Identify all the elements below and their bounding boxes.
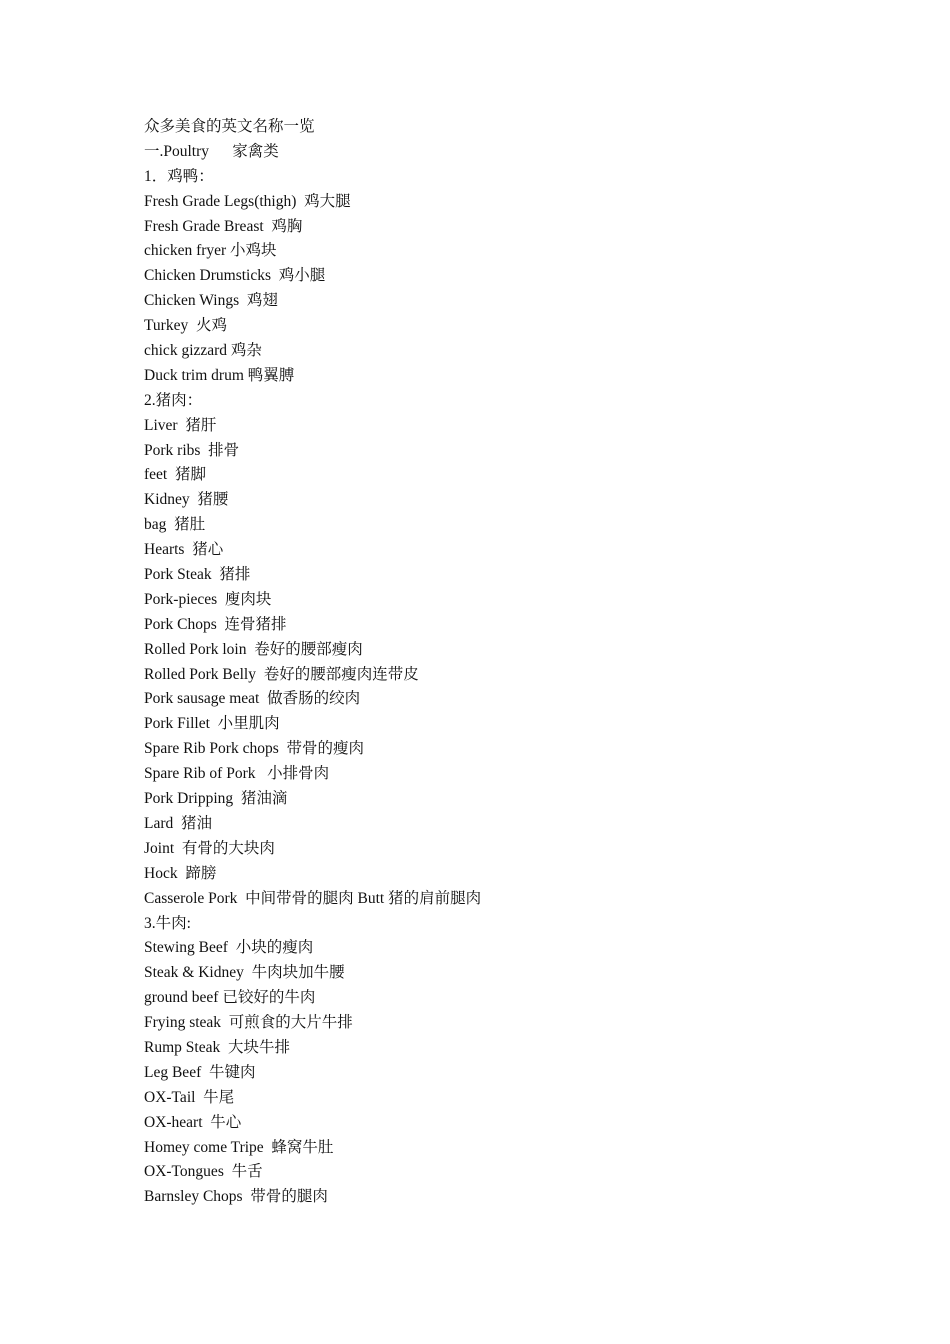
- list-item: Duck trim drum 鸭翼膊: [144, 366, 295, 384]
- list-item: Fresh Grade Legs(thigh) 鸡大腿: [144, 192, 351, 210]
- list-item: Hearts 猪心: [144, 541, 224, 559]
- list-item: Rolled Pork Belly 卷好的腰部瘦肉连带皮: [144, 665, 419, 683]
- list-item: feet 猪脚: [144, 466, 206, 484]
- list-item: Spare Rib Pork chops 带骨的瘦肉: [144, 740, 365, 758]
- list-item: Chicken Drumsticks 鸡小腿: [144, 267, 326, 285]
- list-item: chick gizzard 鸡杂: [144, 342, 262, 360]
- list-item: OX-Tail 牛尾: [144, 1088, 235, 1106]
- list-item: Lard 猪油: [144, 814, 213, 832]
- list-item: Joint 有骨的大块肉: [144, 839, 275, 857]
- document-title: 众多美食的英文名称一览: [144, 118, 315, 135]
- section-heading-poultry: 一.Poultry 家禽类: [144, 142, 279, 160]
- list-item: Pork Steak 猪排: [144, 566, 251, 584]
- list-item: Pork-pieces 廋肉块: [144, 590, 272, 608]
- list-item: Hock 蹄膀: [144, 864, 217, 882]
- list-item: Pork sausage meat 做香肠的绞肉: [144, 690, 361, 708]
- list-item: Fresh Grade Breast 鸡胸: [144, 217, 303, 235]
- list-item: Pork Chops 连骨猪排: [144, 615, 287, 633]
- list-item: OX-Tongues 牛舌: [144, 1163, 263, 1181]
- list-item: Leg Beef 牛键肉: [144, 1063, 256, 1081]
- list-item: Pork ribs 排骨: [144, 441, 240, 459]
- list-item: Barnsley Chops 带骨的腿肉: [144, 1188, 328, 1206]
- list-item: Liver 猪肝: [144, 416, 217, 434]
- list-item: Chicken Wings 鸡翅: [144, 292, 278, 310]
- list-item: Pork Dripping 猪油滴: [144, 790, 288, 808]
- list-item: Turkey 火鸡: [144, 317, 227, 335]
- subsection-heading-beef: 3.牛肉:: [144, 914, 191, 932]
- list-item: bag 猪肚: [144, 516, 206, 534]
- list-item: Steak & Kidney 牛肉块加牛腰: [144, 964, 345, 982]
- list-item: Kidney 猪腰: [144, 491, 229, 509]
- list-item: Frying steak 可煎食的大片牛排: [144, 1014, 353, 1032]
- document-body: [144, 115, 844, 1210]
- list-item: Stewing Beef 小块的瘦肉: [144, 939, 314, 957]
- list-item: Pork Fillet 小里肌肉: [144, 715, 280, 733]
- list-item: Rump Steak 大块牛排: [144, 1038, 290, 1056]
- subsection-heading-chicken-duck: 1．鸡鸭：: [144, 167, 214, 185]
- list-item: Spare Rib of Pork 小排骨肉: [144, 765, 330, 783]
- list-item: Casserole Pork 中间带骨的腿肉 Butt 猪的肩前腿肉: [144, 889, 482, 907]
- subsection-heading-pork: 2.猪肉：: [144, 391, 203, 409]
- list-item: ground beef 已铰好的牛肉: [144, 989, 316, 1007]
- list-item: Rolled Pork loin 卷好的腰部瘦肉: [144, 640, 363, 658]
- list-item: Homey come Tripe 蜂窝牛肚: [144, 1138, 334, 1156]
- list-item: OX-heart 牛心: [144, 1113, 242, 1131]
- list-item: chicken fryer 小鸡块: [144, 242, 277, 260]
